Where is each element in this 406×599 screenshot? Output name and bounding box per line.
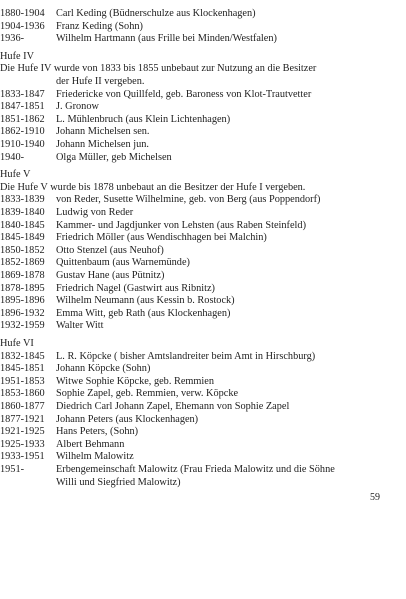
years: 1832-1845: [0, 350, 45, 362]
owner: Gustav Hane (aus Pütnitz): [56, 270, 165, 281]
owner: Friedrich Möller (aus Wendischhagen bei Malchin): [56, 232, 267, 244]
owner: Franz Keding (Sohn): [56, 20, 143, 32]
owner: Johann Michelsen jun.: [56, 139, 149, 150]
owner: Friedrich Nagel (Gastwirt aus Ribnitz): [56, 282, 215, 294]
years: 1896-1932: [0, 307, 45, 319]
owner: Otto Stenzel (aus Neuhof): [56, 244, 164, 256]
owner: Friedericke von Quillfeld, geb. Baroness von Klot-Trautvetter: [56, 88, 312, 100]
owner: Ludwig von Reder: [56, 207, 134, 218]
section-heading: Hufe VI: [0, 338, 34, 349]
years: 1933-1951: [0, 451, 45, 463]
years: 1845-1849: [0, 232, 45, 244]
years: 1951-1853: [0, 375, 45, 387]
years: 1878-1895: [0, 282, 45, 294]
years: 1853-1860: [0, 388, 45, 400]
years: 1860-1877: [0, 401, 45, 412]
owner: Quittenbaum (aus Warnemünde): [56, 257, 190, 269]
years: 1936-: [0, 33, 25, 45]
section-intro-continuation: der Hufe II vergeben.: [56, 76, 145, 87]
years: 1833-1847: [0, 88, 45, 100]
years: 1847-1851: [0, 101, 45, 113]
owner: Wilhelm Neumann (aus Kessin b. Rostock): [56, 295, 235, 307]
years: 1951-: [0, 464, 25, 475]
years: 1904-1936: [0, 20, 45, 32]
years: 1845-1851: [0, 363, 45, 375]
years: 1910-1940: [0, 139, 45, 150]
years: 1932-1959: [0, 320, 45, 332]
years: 1862-1910: [0, 126, 45, 138]
section-intro: Die Hufe V wurde bis 1878 unbebaut an die Besitzer der Hufe I vergeben.: [0, 181, 306, 193]
owner: Witwe Sophie Köpcke, geb. Remmien: [56, 375, 215, 387]
owner: Wilhelm Hartmann (aus Frille bei Minden/Westfalen): [56, 33, 277, 45]
owner: Erbengemeinschaft Malowitz (Frau Frieda Malowitz und die Söhne: [56, 464, 335, 475]
owner: Hans Peters, (Sohn): [56, 426, 139, 438]
years: 1877-1921: [0, 413, 45, 425]
years: 1940-: [0, 151, 25, 163]
years: 1851-1862: [0, 113, 45, 125]
owner: L. Mühlenbruch (aus Klein Lichtenhagen): [56, 113, 231, 125]
years: 1895-1896: [0, 295, 45, 307]
owner: Carl Keding (Büdnerschulze aus Klockenhagen): [56, 8, 256, 19]
owner: von Reder, Susette Wilhelmine, geb. von Berg (aus Poppendorf): [56, 194, 321, 206]
years: 1869-1878: [0, 270, 45, 281]
owner: Johann Michelsen sen.: [56, 126, 150, 138]
owner: Johann Peters (aus Klockenhagen): [56, 413, 199, 425]
years: 1833-1839: [0, 194, 45, 206]
list-item-continuation: Willi und Siegfried Malowitz): [56, 476, 181, 488]
section-heading: Hufe IV: [0, 50, 35, 62]
owner: Diedrich Carl Johann Zapel, Ehemann von Sophie Zapel: [56, 401, 290, 412]
owner: Walter Witt: [56, 320, 104, 332]
page-number: 59: [370, 492, 380, 504]
section-intro: Die Hufe IV wurde von 1833 bis 1855 unbebaut zur Nutzung an die Besitzer: [0, 63, 317, 75]
years: 1839-1840: [0, 207, 45, 218]
owner: Olga Müller, geb Michelsen: [56, 151, 172, 163]
years: 1921-1925: [0, 426, 45, 438]
years: 1880-1904: [0, 8, 45, 19]
years: 1925-1933: [0, 438, 45, 450]
years: 1850-1852: [0, 244, 45, 256]
years: 1840-1845: [0, 219, 45, 231]
years: 1852-1869: [0, 257, 45, 269]
owner: Albert Behmann: [56, 438, 125, 450]
owner: Emma Witt, geb Rath (aus Klockenhagen): [56, 307, 231, 319]
owner: Sophie Zapel, geb. Remmien, verw. Köpcke: [56, 388, 239, 400]
owner: L. R. Köpcke ( bisher Amtslandreiter beim Amt in Hirschburg): [56, 350, 316, 362]
owner: Wilhelm Malowitz: [56, 451, 134, 463]
owner: Kammer- und Jagdjunker von Lehsten (aus Raben Steinfeld): [56, 219, 306, 231]
owner: J. Gronow: [56, 101, 99, 113]
section-heading: Hufe V: [0, 169, 31, 181]
owner: Johann Köpcke (Sohn): [56, 363, 151, 375]
